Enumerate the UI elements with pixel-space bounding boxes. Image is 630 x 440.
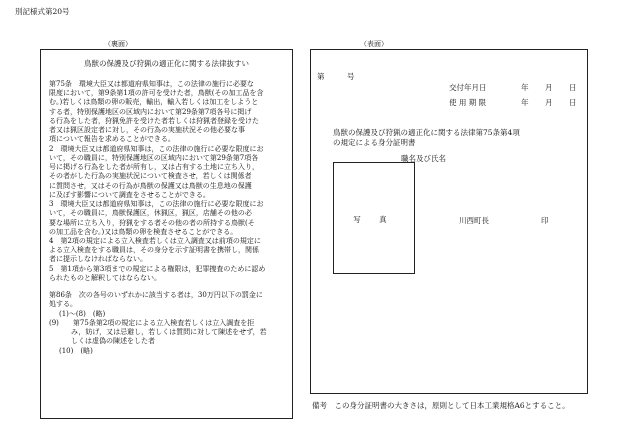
valid-year: 年 bbox=[521, 98, 529, 107]
paragraph-line: その者がした行為の実施状況について検査させ，若しくは関係者 bbox=[49, 172, 252, 181]
item-9-line: み，妨げ，又は忌避し，若しくは質問に対して陳述をせず，若 bbox=[71, 328, 267, 337]
form-number: 別記様式第20号 bbox=[15, 7, 70, 16]
item-10: (10) (略) bbox=[59, 346, 93, 355]
article-75-paragraph-4 bbox=[49, 237, 286, 265]
front-side-label: （表面） bbox=[360, 40, 388, 48]
issue-day: 日 bbox=[569, 83, 577, 92]
article-86-line: 処する。 bbox=[49, 300, 77, 309]
article-75-line: 項について報告を求めることができる。 bbox=[49, 135, 175, 144]
paragraph-line: いて，その職員に，特別保護地区の区域内において第29条第7項各 bbox=[49, 153, 259, 162]
article-75-line: 者又は猟区設定者に対し，その行為の実施状況その他必要な事 bbox=[49, 126, 245, 135]
item-1-8: (1)～(8) (略) bbox=[59, 309, 106, 318]
valid-day: 日 bbox=[569, 98, 577, 107]
paragraph-line: いて，その職員に，鳥獣保護区，休猟区，猟区，店舗その他の必 bbox=[49, 209, 252, 218]
paragraph-line: 5 第1項から第3項までの規定による権限は，犯罪捜査のために認め bbox=[49, 264, 266, 273]
photo-label: 写 真 bbox=[353, 215, 395, 224]
item-9 bbox=[49, 319, 286, 347]
certificate-title-line: の規定による身分証明書 bbox=[333, 137, 416, 147]
paragraph-line: 3 環境大臣又は都道府県知事は，この法律の施行に必要な限度にお bbox=[49, 200, 264, 209]
issue-year: 年 bbox=[521, 83, 529, 92]
certificate-number: 第 号 bbox=[317, 72, 355, 81]
certificate-title bbox=[333, 128, 520, 148]
paragraph-line: 4 第2項の規定による立入検査若しくは立入調査又は前項の規定に bbox=[49, 236, 261, 245]
article-75-line: する者，特別保護地区の区域内において第29条第7項各号に掲げ bbox=[49, 107, 252, 116]
item-9-line: (9) 第75条第2項の規定による立入検査若しくは立入調査を拒 bbox=[49, 318, 255, 327]
paragraph-line: 者に提示しなければならない。 bbox=[49, 255, 147, 264]
article-75-line: む。)若しくは鳥類の卵の販売，輸出，輸入若しくは加工をしようと bbox=[49, 98, 259, 107]
paragraph-line: 号に掲げる行為をした者が所有し，又は占有する土地に立ち入り， bbox=[49, 163, 259, 172]
back-side-label: （裏面） bbox=[104, 40, 132, 48]
front-panel bbox=[310, 49, 588, 394]
seal-mark: 印 bbox=[541, 216, 549, 225]
certificate-title-line: 鳥獣の保護及び狩猟の適正化に関する法律第75条第4項 bbox=[333, 128, 520, 137]
article-86 bbox=[49, 291, 286, 309]
article-75 bbox=[49, 80, 286, 145]
paragraph-line: られたものと解釈してはならない。 bbox=[49, 273, 161, 282]
article-75-line: 限度において，第9条第1項の許可を受けた者，鳥獣(その加工品を含 bbox=[49, 89, 264, 98]
law-articles bbox=[49, 80, 286, 356]
paragraph-line: に質問させ，又はその行為が鳥獣の保護又は鳥獣の生息地の保護 bbox=[49, 181, 252, 190]
item-9-line: しくは虚偽の陳述をした者 bbox=[71, 337, 155, 346]
name-label: 職名及び氏名 bbox=[401, 154, 446, 163]
issue-month: 月 bbox=[545, 83, 553, 92]
article-75-paragraph-5 bbox=[49, 265, 286, 283]
valid-until-label: 使 用 期 限 bbox=[449, 98, 487, 107]
valid-month: 月 bbox=[545, 98, 553, 107]
article-75-line: る行為をした者，狩猟免許を受けた者若しくは狩猟者登録を受けた bbox=[49, 116, 259, 125]
article-86-line: 第86条 次の各号のいずれかに該当する者は，30万円以下の罰金に bbox=[49, 291, 263, 300]
issuer-name: 川西町長 bbox=[459, 216, 489, 225]
article-75-paragraph-3 bbox=[49, 200, 286, 237]
back-panel bbox=[40, 49, 293, 419]
article-75-paragraph-2 bbox=[49, 145, 286, 200]
photo-box bbox=[333, 162, 415, 274]
paragraph-line: 要な場所に立ち入り，狩猟をする者その他の者の所持する鳥獣(そ bbox=[49, 218, 255, 227]
issue-date-label: 交付年月日 bbox=[449, 83, 487, 92]
remark-note: 備考 この身分証明書の大きさは，原則として日本工業規格A6とすること。 bbox=[312, 401, 570, 410]
paragraph-line: に及ぼす影響について調査をさせることができる。 bbox=[49, 190, 210, 199]
paragraph-line: の加工品を含む。)又は鳥類の卵を検査させることができる。 bbox=[49, 227, 238, 236]
paragraph-line: 2 環境大臣又は都道府県知事は，この法律の施行に必要な限度にお bbox=[49, 144, 264, 153]
law-excerpt-title: 鳥獣の保護及び狩猟の適正化に関する法律抜すい bbox=[84, 59, 249, 68]
article-75-line: 第75条 環境大臣又は都道府県知事は，この法律の施行に必要な bbox=[49, 80, 254, 88]
paragraph-line: よる立入検査をする職員は，その身分を示す証明書を携帯し，関係 bbox=[49, 246, 259, 255]
